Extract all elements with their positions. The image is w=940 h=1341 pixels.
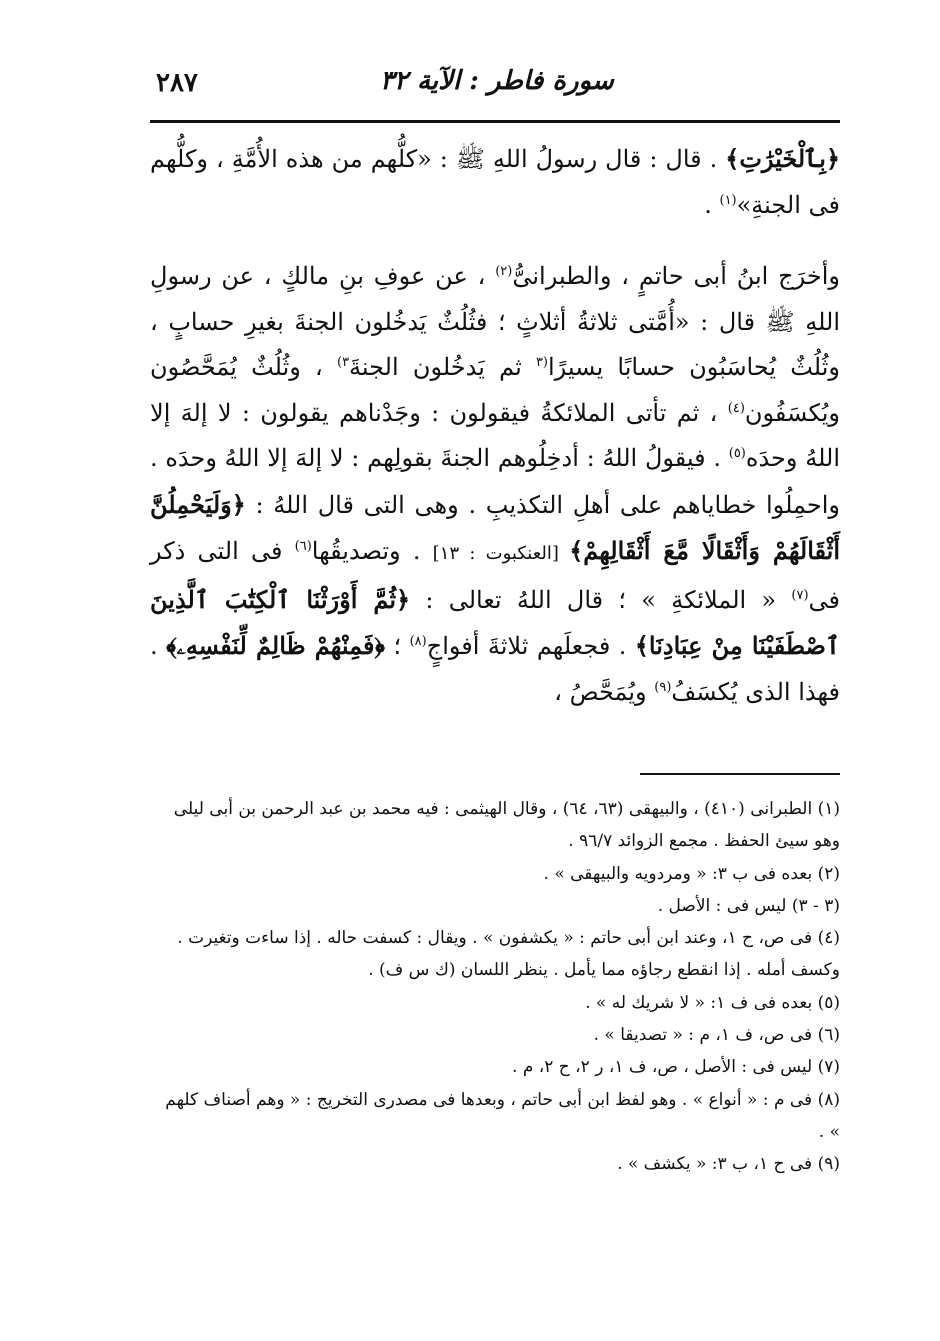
- footnote: (٧) ليس فى : الأصل ، ص، ف ١، ر ٢، ح ٢، م .: [512, 1057, 840, 1078]
- footnotes-list: [150, 793, 840, 1181]
- footnote-marker: (٦): [294, 539, 312, 554]
- footnote-marker: ٣): [336, 355, 350, 370]
- text-run: ، وثُلُثٌ يُمَحَّصُون ويُكسَفُون: [150, 353, 840, 427]
- footnote-marker: (٢): [495, 264, 513, 279]
- footnote-rule: [640, 773, 840, 775]
- footnote: (٤) فى ص، ح ١، وعند ابن أبى حاتم : « يكشفون » . ويقال : كسفت حاله . إذا ساءت وتغيرت . وكسف أمله . إذا انقطع رجاؤه مما يأمل . ينظر اللسان (ك س ف) .: [177, 928, 840, 981]
- page-header: [150, 66, 840, 110]
- text-run: . قال : قال رسولُ اللهِ ﷺ : «كلُّهم من هذه الأُمَّةِ ، وكلُّهم فى الجنةِ»: [150, 145, 840, 219]
- page-number: ٢٨٧: [156, 68, 198, 98]
- running-title: سورة فاطر : الآية ٣٢: [380, 66, 614, 96]
- text-run: ويُمَحَّصُ ،: [554, 677, 655, 706]
- footnote-marker: (٣: [535, 355, 548, 370]
- text-run: « الملائكةِ » ؛ قال اللهُ تعالى :: [410, 585, 792, 614]
- text-run: فى التى ذكر فى: [150, 537, 840, 614]
- paragraph-2: [150, 254, 840, 715]
- footnote-marker: (١): [719, 192, 737, 208]
- quran-verse: ﴿فَمِنْهُمْ ظَالِمٌ لِّنَفْسِهِۦ﴾: [166, 631, 386, 660]
- footnote: (٣ - ٣) ليس فى : الأصل .: [657, 895, 840, 916]
- footnote-marker: (٥): [728, 446, 746, 461]
- footnote: (٨) فى م : « أنواع » . وهو لفظ ابن أبى حاتم ، وبعدها فى مصدرى التخريج : « وهم أصناف كلهم » .: [165, 1089, 840, 1142]
- text-run: . فجعلَهم ثلاثةَ أفواجٍ: [426, 632, 635, 660]
- paragraph-1: [150, 136, 840, 228]
- footnote-marker: (٩): [654, 679, 672, 695]
- footnote: (١) الطبرانى (٤١٠) ، والبيهقى (٦٣، ٦٤) ، وقال الهيثمى : فيه محمد بن عبد الرحمن بن أبى ليلى وهو سيئ الحفظ . مجمع الزوائد ٩٦/٧ .: [173, 799, 840, 852]
- quran-verse: ﴿بِٱلْخَيْرَٰتِ﴾: [725, 144, 840, 173]
- text-run: ثم يَدخُلون الجنةَ: [349, 353, 536, 381]
- footnote-marker: (٧): [791, 587, 809, 603]
- footnote: (٦) فى ص، ف ١، م : « تصديقا » .: [593, 1025, 840, 1046]
- main-text: [150, 136, 840, 715]
- text-run: . فيقولُ اللهُ : أدخِلُوهم الجنةَ بقولِهم : لا إلهَ إلا اللهُ وحدَه . واحمِلُوا خطاياهم على أهلِ التكذيبِ . وهى التى قال اللهُ :: [150, 444, 840, 519]
- footnote-marker: (٤): [727, 400, 745, 416]
- footnote: (٩) فى ح ١، ب ٣: « يكشف » .: [617, 1154, 840, 1175]
- text-run: . وتصديقُها: [311, 537, 433, 565]
- text-run: ، ثم تأتى الملائكةُ فيقولون : وجَدْناهم يقولون : لا إلهَ إلا اللهُ وحدَه: [150, 398, 840, 472]
- text-run: ، عن عوفِ بنِ مالكٍ ، عن رسولِ اللهِ ﷺ قال : «أُمَّتى ثلاثةُ أثلاثٍ ؛ فثُلُثٌ يَدخُلون الجنةَ بغيرِ حسابٍ ، وثُلُثٌ يُحاسَبُون حسابًا يسيرًا: [150, 262, 841, 381]
- quran-verse: ﴿وَلَيَحْمِلُنَّ أَثْقَالَهُمْ وَأَثْقَالًا مَّعَ أَثْقَالِهِمْ﴾: [150, 489, 840, 565]
- footnote: (٥) بعده فى ف ١: « لا شريك له » .: [585, 992, 840, 1013]
- quran-verse: ﴿ثُمَّ أَوْرَثْنَا ٱلْكِتَٰبَ ٱلَّذِينَ ٱصْطَفَيْنَا مِنْ عِبَادِنَا﴾: [150, 584, 840, 660]
- footnote: (٢) بعده فى ب ٣: « ومردويه والبيهقى » .: [543, 863, 840, 884]
- footnote-marker: (٨): [409, 634, 427, 649]
- surah-reference: [العنكبوت : ١٣]: [432, 543, 570, 564]
- text-run: .: [704, 190, 720, 219]
- text-run: وأخرَج ابنُ أبى حاتمٍ ، والطبرانىُّ: [512, 262, 840, 290]
- header-rule: [150, 120, 840, 123]
- text-run: ؛: [385, 632, 410, 660]
- text-run: . فهذا الذى يُكسَفُ: [150, 632, 840, 706]
